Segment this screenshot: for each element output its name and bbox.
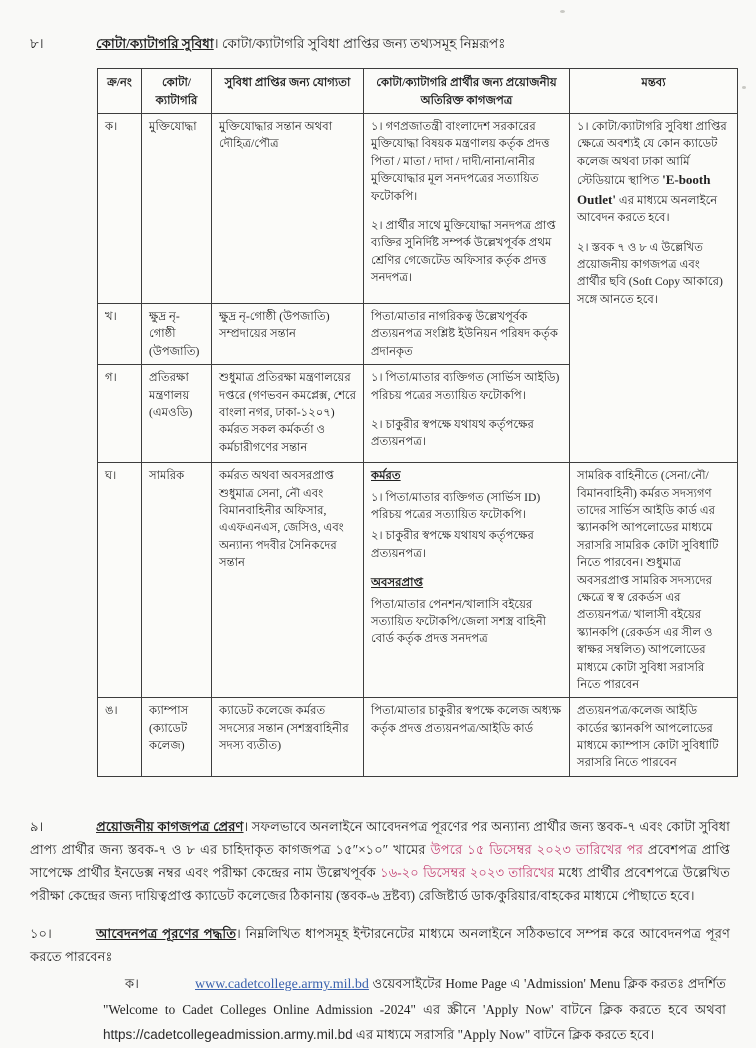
date-highlight-2: ১৬-২০ ডিসেম্বর ২০২৩ তারিখের bbox=[380, 865, 555, 881]
document-item: পিতা/মাতার পেনশন/খালাসি বইয়ের সত্যায়িত ফটোকপি/জেলা সশস্ত্র বাহিনী বোর্ড কর্তৃক প্রদত্ত সনদপত্র bbox=[371, 597, 546, 646]
table-row-military bbox=[98, 463, 738, 698]
cadetcollege-website-link[interactable]: www.cadetcollege.army.mil.bd bbox=[195, 977, 369, 993]
col-header-serial: ক্র/নং bbox=[98, 69, 142, 114]
category-cell: ক্যাম্পাস (ক্যাডেট কলেজ) bbox=[142, 698, 212, 777]
eligibility-cell: মুক্তিযোদ্ধার সন্তান অথবা দৌহিত্র/পৌত্র bbox=[212, 114, 364, 304]
documents-cell bbox=[364, 463, 570, 698]
document-item: ১। গণপ্রজাতন্ত্রী বাংলাদেশ সরকারের মুক্তিযোদ্ধা বিষয়ক মন্ত্রণালয় কর্তৃক প্রদত্ত পিতা / মাতা / দাদা / দাদী/নানা/নানীর মুক্তিযোদ্ধার মূল সনদপত্রের সত্যায়িত ফটোকপি। bbox=[371, 120, 550, 203]
section-8-number: ৮। bbox=[30, 36, 44, 51]
category-cell: প্রতিরক্ষা মন্ত্রণালয় (এমওডি) bbox=[142, 365, 212, 463]
document-item: ২। চাকুরীর স্বপক্ষে যথাযথ কর্তৃপক্ষের প্রত্যয়নপত্র। bbox=[371, 417, 534, 449]
step-label: ক। bbox=[125, 976, 139, 992]
section-9-title: প্রয়োজনীয় কাগজপত্র প্রেরণ bbox=[96, 818, 244, 834]
section-9-paragraph: ৯। প্রয়োজনীয় কাগজপত্র প্রেরণ। সফলভাবে অনলাইনে আবেদনপত্র পূরণের পর অন্যান্য প্রার্থীর জন্য স্তবক-৭ এবং কোটা সুবিধা প্রাপ্য প্রার্থীর জন্য স্তবক-৭ ও ৮ এর চাহিদাকৃত কাগজপত্র ১৫″×১০″ খামের উপরে ১৫ ডিসেম্বর ২০২৩ তারিখের পর প্রবেশপত্র প্রাপ্তি সাপেক্ষে প্রার্থীর ইনডেক্স নম্বর এবং পরীক্ষা কেন্দ্রের নাম উল্লেখপূর্বক ১৬-২০ ডিসেম্বর ২০২৩ তারিখের মধ্যে প্রার্থীর প্রবেশপত্রে উল্লেখিত পরীক্ষা কেন্দ্রের জন্য দায়িত্বপ্রাপ্ত ক্যাডেট কলেজের ঠিকানায় (স্তবক-৬ দ্রষ্টব্য) রেজিষ্টার্ড ডাক/কুরিয়ার/বাহকের মাধ্যমে পৌছাতে হবে। bbox=[30, 815, 730, 907]
col-header-documents: কোটা/ক্যাটাগরি প্রার্থীর জন্য প্রয়োজনীয় অতিরিক্ত কাগজপত্র bbox=[364, 69, 570, 114]
document-item: ২। চাকুরীর স্বপক্ষে যথাযথ কর্তৃপক্ষের প্রত্যয়নপত্র। bbox=[371, 529, 534, 560]
section-10-paragraph: ১০। আবেদনপত্র পূরণের পদ্ধতি। নিম্নলিখিত ধাপসমূহ ইন্টারনেটের মাধ্যমে অনলাইনে সঠিকভাবে সম্পন্ন করে আবেদনপত্র পূরণ করতে পারবেনঃ bbox=[30, 922, 730, 968]
serial-cell: ঘ। bbox=[98, 463, 142, 698]
section-8-heading bbox=[30, 34, 736, 54]
eligibility-cell: কর্মরত অথবা অবসরপ্রাপ্ত শুধুমাত্র সেনা, নৌ এবং বিমানবাহিনীর অফিসার, এএফএনএস, জেসিও, এবং অন্যান্য পদবীর সৈনিকদের সন্তান bbox=[212, 463, 364, 698]
section-10-number: ১০। bbox=[30, 926, 52, 942]
ebooth-outlet-label: 'E-booth Outlet' bbox=[577, 172, 711, 207]
remark-item: ২। স্তবক ৭ ও ৮ এ উল্লেখিত প্রয়োজনীয় কাগজপত্র এবং প্রার্থীর ছবি (Soft Copy আকারে) সঙ্গে আনতে হবে। bbox=[577, 240, 723, 306]
section-8-title: কোটা/ক্যাটাগরি সুবিধা bbox=[96, 36, 214, 51]
serial-cell: ক। bbox=[98, 114, 142, 304]
document-item: ১। পিতা/মাতার ব্যক্তিগত (সার্ভিস ID) পরিচয় পত্রের সত্যায়িত ফটোকপি। bbox=[371, 490, 541, 521]
col-header-category: কোটা/ ক্যাটাগরি bbox=[142, 69, 212, 114]
document-item: ২। প্রার্থীর সাথে মুক্তিযোদ্ধা সনদপত্র প্রাপ্ত ব্যক্তির সুনির্দিষ্ট সম্পর্ক উল্লেখপূর্বক প্রথম শ্রেণির গেজেটেড অফিসার কর্তৃক প্রদত্ত সনদপত্র। bbox=[371, 218, 556, 285]
eligibility-cell: শুধুমাত্র প্রতিরক্ষা মন্ত্রণালয়ের দপ্তরে (গণভবন কমপ্লেক্স, শেরে বাংলা নগর, ঢাকা-১২০৭) কর্মরত সকল কর্মকর্তা ও কর্মচারীগণের সন্তান bbox=[212, 365, 364, 463]
serving-subheading: কর্মরত bbox=[371, 469, 401, 483]
table-row-campus bbox=[98, 698, 738, 777]
remarks-cell: প্রত্যয়নপত্র/কলেজ আইডি কার্ডের স্ক্যানকপি আপলোডের মাধ্যমে ক্যাম্পাস কোটা সুবিধাটি সরাসরি নিতে পারবেন bbox=[570, 698, 738, 777]
documents-cell: পিতা/মাতার নাগরিকত্ব উল্লেখপূর্বক প্রত্যয়নপত্র সংশ্লিষ্ট ইউনিয়ন পরিষদ কর্তৃক প্রদানকৃত bbox=[364, 304, 570, 365]
step-item-ka: ক। www.cadetcollege.army.mil.bd ওয়েবসাইটের Home Page এ 'Admission' Menu ক্লিক করতঃ প্রদর্শিত "Welcome to Cadet Colleges Online Admission -2024" এর স্ক্রীনে 'Apply Now' বাটনে ক্লিক করতে হবে অথবা https://cadetcollegeadmission.army.mil.bd এর মাধ্যমে সরাসরি "Apply Now" বাটনে ক্লিক করতে হবে। bbox=[103, 972, 726, 1047]
serial-cell: খ। bbox=[98, 304, 142, 365]
retired-subheading: অবসরপ্রাপ্ত bbox=[371, 576, 424, 590]
documents-cell: পিতা/মাতার চাকুরীর স্বপক্ষে কলেজ অধ্যক্ষ কর্তৃক প্রদত্ত প্রত্যয়নপত্র/আইডি কার্ড bbox=[364, 698, 570, 777]
section-10-intro: নিম্নলিখিত ধাপসমূহ ইন্টারনেটের মাধ্যমে অনলাইনে সঠিকভাবে সম্পন্ন করে আবেদনপত্র পূরণ করতে পারবেনঃ bbox=[30, 926, 730, 965]
serial-cell: গ। bbox=[98, 365, 142, 463]
category-cell: ক্ষুদ্র নৃ-গোষ্ঠী (উপজাতি) bbox=[142, 304, 212, 365]
remarks-cell: সামরিক বাহিনীতে (সেনা/নৌ/ বিমানবাহিনী) কর্মরত সদস্যগণ তাদের সার্ভিস আইডি কার্ড এর স্ক্যানকপি আপলোডের মাধ্যমে সরাসরি সামরিক কোটা সুবিধাটি নিতে পারবেন। শুধুমাত্র অবসরপ্রাপ্ত সামরিক সদস্যদের ক্ষেত্রে স্ব স্ব রেকর্ডস এর প্রত্যয়নপত্র/ খালাসী বইয়ের স্ক্যানকপি (রেকর্ডস এর সীল ও স্বাক্ষর সম্বলিত) আপলোডের মাধ্যমে কোটা সুবিধা সরাসরি নিতে পারবেন bbox=[570, 463, 738, 698]
section-9-body: সফলভাবে অনলাইনে আবেদনপত্র পূরণের পর অন্যান্য প্রার্থীর জন্য স্তবক-৭ এবং কোটা সুবিধা প্রাপ্য প্রার্থীর জন্য স্তবক-৭ ও ৮ এর চাহিদাকৃত কাগজপত্র ১৫″×১০″ খামের bbox=[30, 818, 731, 857]
category-cell: মুক্তিযোদ্ধা bbox=[142, 114, 212, 304]
section-10-title: আবেদনপত্র পূরণের পদ্ধতি bbox=[96, 926, 237, 942]
document-item: ১। পিতা/মাতার ব্যক্তিগত (সার্ভিস আইডি) পরিচয় পত্রের সত্যায়িত ফটোকপি। bbox=[371, 371, 560, 402]
section-9-number: ৯। bbox=[30, 818, 44, 834]
section-8-tail: । কোটা/ক্যাটাগরি সুবিধা প্রাপ্তির জন্য তথ্যসমূহ নিম্নরূপঃ bbox=[213, 36, 506, 51]
admission-site-link[interactable]: https://cadetcollegeadmission.army.mil.bd bbox=[103, 1026, 353, 1042]
remarks-merged-cell bbox=[570, 114, 738, 463]
documents-cell bbox=[364, 365, 570, 463]
category-cell: সামরিক bbox=[142, 463, 212, 698]
documents-cell bbox=[364, 114, 570, 304]
col-header-eligibility: সুবিধা প্রাপ্তির জন্য যোগ্যতা bbox=[212, 69, 364, 114]
table-row-freedom-fighter bbox=[98, 114, 738, 304]
eligibility-cell: ক্ষুদ্র নৃ-গোষ্ঠী (উপজাতি) সম্প্রদায়ের সন্তান bbox=[212, 304, 364, 365]
serial-cell: ঙ। bbox=[98, 698, 142, 777]
scan-artifact bbox=[560, 10, 565, 13]
remark-item: ১। কোটা/ক্যাটাগরি সুবিধা প্রাপ্তির ক্ষেত্রে অবশ্যই যে কোন ক্যাডেট কলেজ অথবা ঢাকা আর্মি স্টেডিয়ামে স্থাপিত 'E-booth Outlet' এর মাধ্যমে অনলাইনে আবেদন করতে হবে। bbox=[577, 120, 727, 225]
eligibility-cell: ক্যাডেট কলেজে কর্মরত সদস্যের সন্তান (সশস্ত্রবাহিনীর সদস্য ব্যতীত) bbox=[212, 698, 364, 777]
date-highlight-1: উপরে ১৫ ডিসেম্বর ২০২৩ তারিখের পর bbox=[430, 841, 643, 857]
quota-table bbox=[97, 68, 738, 777]
col-header-remarks: মন্তব্য bbox=[570, 69, 738, 114]
scan-artifact bbox=[742, 86, 746, 89]
table-header-row bbox=[98, 69, 738, 114]
